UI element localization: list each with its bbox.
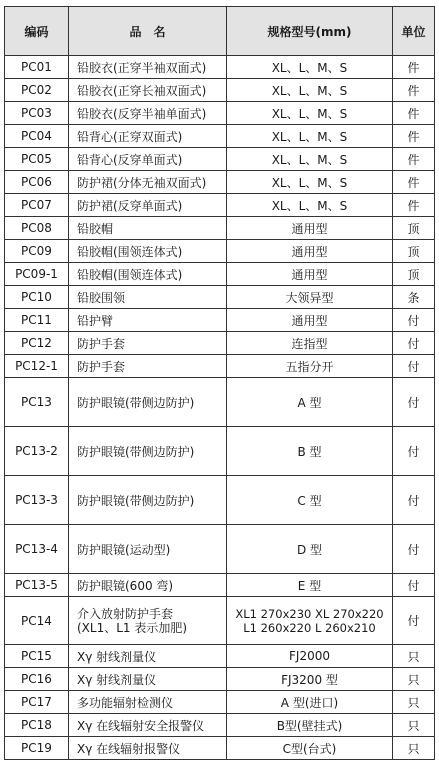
table-row — [5, 194, 435, 217]
cell-name: 铅胶衣(正穿长袖双面式) — [69, 79, 227, 102]
cell-unit: 只 — [393, 691, 435, 714]
cell-unit: 件 — [393, 56, 435, 79]
cell-code: PC13-5 — [5, 574, 69, 597]
cell-name: Xγ 在线辐射安全报警仪 — [69, 714, 227, 737]
cell-spec: 通用型 — [227, 240, 393, 263]
cell-spec: B 型 — [227, 427, 393, 476]
table-row — [5, 525, 435, 574]
cell-name: 防护眼镜(运动型) — [69, 525, 227, 574]
cell-spec: E 型 — [227, 574, 393, 597]
cell-unit: 件 — [393, 171, 435, 194]
cell-code: PC12 — [5, 332, 69, 355]
cell-code: PC18 — [5, 714, 69, 737]
table-row — [5, 378, 435, 427]
cell-unit: 付 — [393, 378, 435, 427]
cell-unit: 付 — [393, 355, 435, 378]
table-row — [5, 476, 435, 525]
cell-name-line1: 介入放射防护手套 — [77, 606, 174, 621]
cell-spec: C型(台式) — [227, 737, 393, 760]
cell-spec: 大领异型 — [227, 286, 393, 309]
product-table-container — [4, 6, 434, 760]
cell-code: PC11 — [5, 309, 69, 332]
cell-unit: 件 — [393, 148, 435, 171]
cell-code: PC15 — [5, 645, 69, 668]
cell-name: 铅胶帽(围领连体式) — [69, 263, 227, 286]
cell-unit: 顶 — [393, 217, 435, 240]
cell-code: PC16 — [5, 668, 69, 691]
table-row — [5, 125, 435, 148]
cell-name: 铅胶帽 — [69, 217, 227, 240]
cell-code: PC09-1 — [5, 263, 69, 286]
cell-spec: 通用型 — [227, 263, 393, 286]
table-row — [5, 148, 435, 171]
cell-unit: 只 — [393, 714, 435, 737]
cell-unit: 付 — [393, 525, 435, 574]
cell-code: PC19 — [5, 737, 69, 760]
table-row — [5, 263, 435, 286]
cell-spec: 五指分开 — [227, 355, 393, 378]
table-row — [5, 332, 435, 355]
cell-code: PC13-4 — [5, 525, 69, 574]
cell-spec: 连指型 — [227, 332, 393, 355]
table-row — [5, 171, 435, 194]
cell-spec: 通用型 — [227, 217, 393, 240]
cell-name: 铅背心(反穿单面式) — [69, 148, 227, 171]
cell-code: PC07 — [5, 194, 69, 217]
cell-name: Xγ 射线剂量仪 — [69, 645, 227, 668]
cell-name: 防护眼镜(带侧边防护) — [69, 427, 227, 476]
cell-name: 铅胶围领 — [69, 286, 227, 309]
table-row — [5, 737, 435, 760]
cell-unit: 付 — [393, 574, 435, 597]
cell-unit: 只 — [393, 645, 435, 668]
cell-spec: B型(壁挂式) — [227, 714, 393, 737]
table-header-row — [5, 7, 435, 56]
cell-spec: C 型 — [227, 476, 393, 525]
cell-name-line2: (XL1、L1 表示加肥) — [77, 620, 188, 635]
cell-code: PC08 — [5, 217, 69, 240]
cell-code: PC02 — [5, 79, 69, 102]
header-spec: 规格型号(mm) — [227, 7, 393, 56]
cell-code: PC04 — [5, 125, 69, 148]
cell-unit: 件 — [393, 125, 435, 148]
cell-spec: XL、L、M、S — [227, 148, 393, 171]
table-row — [5, 645, 435, 668]
cell-name: 铅护臂 — [69, 309, 227, 332]
cell-code: PC09 — [5, 240, 69, 263]
cell-code: PC13-3 — [5, 476, 69, 525]
cell-spec: XL、L、M、S — [227, 102, 393, 125]
cell-name: 铅胶衣(反穿半袖单面式) — [69, 102, 227, 125]
cell-spec — [227, 597, 393, 645]
cell-name: 防护眼镜(带侧边防护) — [69, 476, 227, 525]
cell-unit: 付 — [393, 597, 435, 645]
cell-code: PC13-2 — [5, 427, 69, 476]
table-row — [5, 309, 435, 332]
cell-unit: 付 — [393, 427, 435, 476]
cell-name: Xγ 在线辐射报警仪 — [69, 737, 227, 760]
table-row — [5, 574, 435, 597]
cell-spec: 通用型 — [227, 309, 393, 332]
table-row — [5, 714, 435, 737]
cell-unit: 顶 — [393, 263, 435, 286]
cell-unit: 条 — [393, 286, 435, 309]
cell-spec: XL、L、M、S — [227, 194, 393, 217]
cell-spec-line2: L1 260x220 L 260x210 — [243, 620, 376, 635]
cell-name: 铅胶帽(围领连体式) — [69, 240, 227, 263]
cell-code: PC12-1 — [5, 355, 69, 378]
cell-unit: 只 — [393, 668, 435, 691]
cell-spec: XL、L、M、S — [227, 171, 393, 194]
cell-code: PC05 — [5, 148, 69, 171]
cell-spec: XL、L、M、S — [227, 79, 393, 102]
cell-spec: D 型 — [227, 525, 393, 574]
cell-name: 铅胶衣(正穿半袖双面式) — [69, 56, 227, 79]
table-row — [5, 240, 435, 263]
cell-name — [69, 597, 227, 645]
cell-spec: XL、L、M、S — [227, 125, 393, 148]
cell-spec-line1: XL1 270x230 XL 270x220 — [235, 606, 384, 621]
header-name: 品 名 — [69, 7, 227, 56]
cell-unit: 只 — [393, 737, 435, 760]
cell-code: PC14 — [5, 597, 69, 645]
cell-name: 防护眼镜(带侧边防护) — [69, 378, 227, 427]
cell-name: 铅背心(正穿双面式) — [69, 125, 227, 148]
cell-spec: XL、L、M、S — [227, 56, 393, 79]
cell-unit: 件 — [393, 79, 435, 102]
cell-unit: 付 — [393, 309, 435, 332]
cell-unit: 付 — [393, 332, 435, 355]
table-row — [5, 427, 435, 476]
table-row — [5, 102, 435, 125]
cell-spec: A 型(进口) — [227, 691, 393, 714]
table-row — [5, 597, 435, 645]
cell-name: 防护裙(分体无袖双面式) — [69, 171, 227, 194]
header-code: 编码 — [5, 7, 69, 56]
header-unit: 单位 — [393, 7, 435, 56]
cell-spec: A 型 — [227, 378, 393, 427]
product-table — [4, 6, 435, 760]
cell-name: 防护手套 — [69, 332, 227, 355]
table-row — [5, 56, 435, 79]
cell-name: 防护手套 — [69, 355, 227, 378]
cell-code: PC13 — [5, 378, 69, 427]
cell-unit: 件 — [393, 102, 435, 125]
cell-spec: FJ2000 — [227, 645, 393, 668]
cell-name: 多功能辐射检测仪 — [69, 691, 227, 714]
table-row — [5, 668, 435, 691]
cell-unit: 顶 — [393, 240, 435, 263]
cell-name: Xγ 射线剂量仪 — [69, 668, 227, 691]
table-row — [5, 79, 435, 102]
cell-spec: FJ3200 型 — [227, 668, 393, 691]
cell-code: PC03 — [5, 102, 69, 125]
cell-name: 防护裙(反穿单面式) — [69, 194, 227, 217]
cell-code: PC06 — [5, 171, 69, 194]
cell-unit: 付 — [393, 476, 435, 525]
cell-name: 防护眼镜(600 弯) — [69, 574, 227, 597]
table-row — [5, 217, 435, 240]
table-row — [5, 691, 435, 714]
cell-code: PC17 — [5, 691, 69, 714]
cell-code: PC01 — [5, 56, 69, 79]
cell-code: PC10 — [5, 286, 69, 309]
table-row — [5, 355, 435, 378]
cell-unit: 件 — [393, 194, 435, 217]
table-row — [5, 286, 435, 309]
